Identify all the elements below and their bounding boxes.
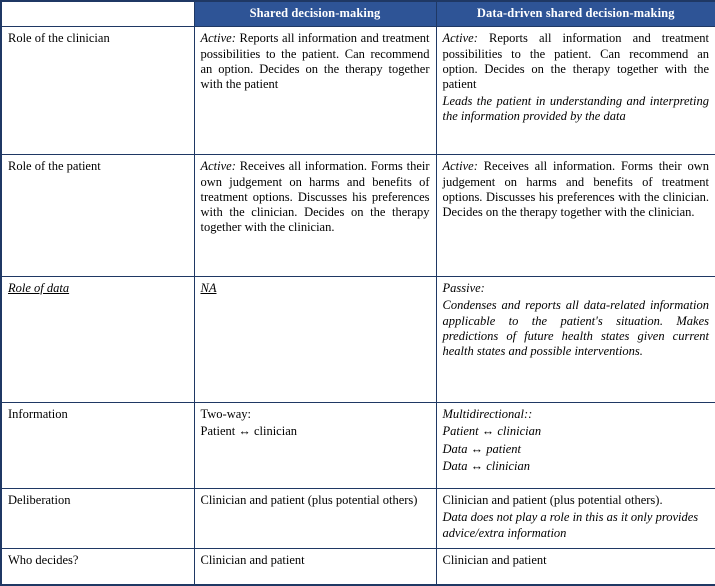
- cell-data-driven-role-of-data: [436, 277, 715, 403]
- cell-paragraph: Clinician and patient: [442, 553, 547, 568]
- row-label-text: Role of data: [8, 281, 70, 296]
- row-label-text: Who decides?: [8, 553, 79, 568]
- cell-lead-in: Active:: [442, 31, 478, 46]
- cell-data-driven-information: [436, 403, 715, 489]
- cell-data-driven-role-of-the-clinician: [436, 27, 715, 155]
- row-label-role-of-the-clinician: [1, 27, 194, 155]
- cell-data-driven-who-decides: [436, 549, 715, 586]
- cell-shared-role-of-the-patient: [194, 155, 436, 277]
- cell-shared-information: [194, 403, 436, 489]
- cell-paragraph: Clinician and patient: [200, 553, 305, 568]
- cell-paragraph-secondary: Condenses and reports all data-related information applicable to the patient's situation. Makes predictions of future health states given current health states and possible interventions.: [442, 298, 709, 359]
- row-label-text: Deliberation: [8, 493, 71, 508]
- cell-text: Receives all information. Forms their own judgement on harms and benefits of treatment options. Discusses his preferences with the clinician. Decides on the therapy together with the clinician.: [442, 159, 709, 219]
- cell-text: Reports all information and treatment possibilities to the patient. Can recommend an option. Decides on the therapy together with the patient: [442, 31, 709, 91]
- cell-paragraph: Multidirectional::: [442, 407, 533, 422]
- cell-paragraph: [443, 159, 710, 220]
- table-header: [1, 1, 715, 27]
- row-label-deliberation: [1, 489, 194, 549]
- row-label-information: [1, 403, 194, 489]
- cell-text: Reports all information and treatment possibilities to the patient. Can recommend an option. Decides on the therapy together with the patient: [200, 31, 430, 91]
- table-body: [1, 27, 715, 586]
- cell-paragraph-secondary: Data does not play a role in this as it only provides advice/extra information: [442, 510, 699, 540]
- cell-paragraph: Passive:: [442, 281, 485, 296]
- cell-paragraph: Clinician and patient (plus potential others): [200, 493, 418, 508]
- table-row: [1, 489, 715, 549]
- cell-shared-deliberation: [194, 489, 436, 549]
- cell-paragraph: [443, 31, 710, 92]
- row-label-text: Information: [8, 407, 68, 422]
- table-row: [1, 277, 715, 403]
- cell-paragraph: Two-way:: [200, 407, 252, 422]
- cell-shared-who-decides: [194, 549, 436, 586]
- cell-shared-role-of-data: [194, 277, 436, 403]
- table-row: [1, 403, 715, 489]
- cell-paragraph: [201, 31, 430, 92]
- cell-data-driven-role-of-the-patient: [436, 155, 715, 277]
- cell-data-driven-deliberation: [436, 489, 715, 549]
- row-label-text: Role of the clinician: [8, 31, 110, 46]
- cell-paragraph-secondary: Leads the patient in understanding and interpreting the information provided by the data: [442, 94, 709, 124]
- table-header-row: [1, 1, 715, 27]
- cell-paragraph: Clinician and patient (plus potential others).: [442, 493, 663, 508]
- cell-paragraph-tertiary: Data ↔ patient: [442, 441, 521, 456]
- table-row: [1, 27, 715, 155]
- row-label-text: Role of the patient: [8, 159, 101, 174]
- table-corner-cell: [1, 1, 194, 27]
- cell-paragraph: [201, 159, 430, 235]
- row-label-role-of-the-patient: [1, 155, 194, 277]
- column-header-data-driven-shared-decision-making: Data-driven shared decision-making: [436, 1, 715, 27]
- row-label-role-of-data: [1, 277, 194, 403]
- column-header-shared-decision-making: Shared decision-making: [194, 1, 436, 27]
- cell-paragraph: NA: [200, 281, 217, 296]
- cell-text: Receives all information. Forms their own judgement on harms and benefits of treatment options. Discusses his preferences with the clinician. Decides on the therapy together with the clinician.: [200, 159, 430, 235]
- cell-paragraph-quaternary: Data ↔ clinician: [442, 458, 530, 473]
- cell-shared-role-of-the-clinician: [194, 27, 436, 155]
- table-row: [1, 549, 715, 586]
- cell-paragraph-secondary: Patient ↔ clinician: [442, 424, 542, 439]
- row-label-who-decides: [1, 549, 194, 586]
- cell-lead-in: Active:: [442, 159, 478, 174]
- table-row: [1, 155, 715, 277]
- cell-paragraph-secondary: Patient ↔ clinician: [200, 424, 298, 439]
- cell-lead-in: Active:: [200, 159, 236, 174]
- cell-lead-in: Active:: [200, 31, 236, 46]
